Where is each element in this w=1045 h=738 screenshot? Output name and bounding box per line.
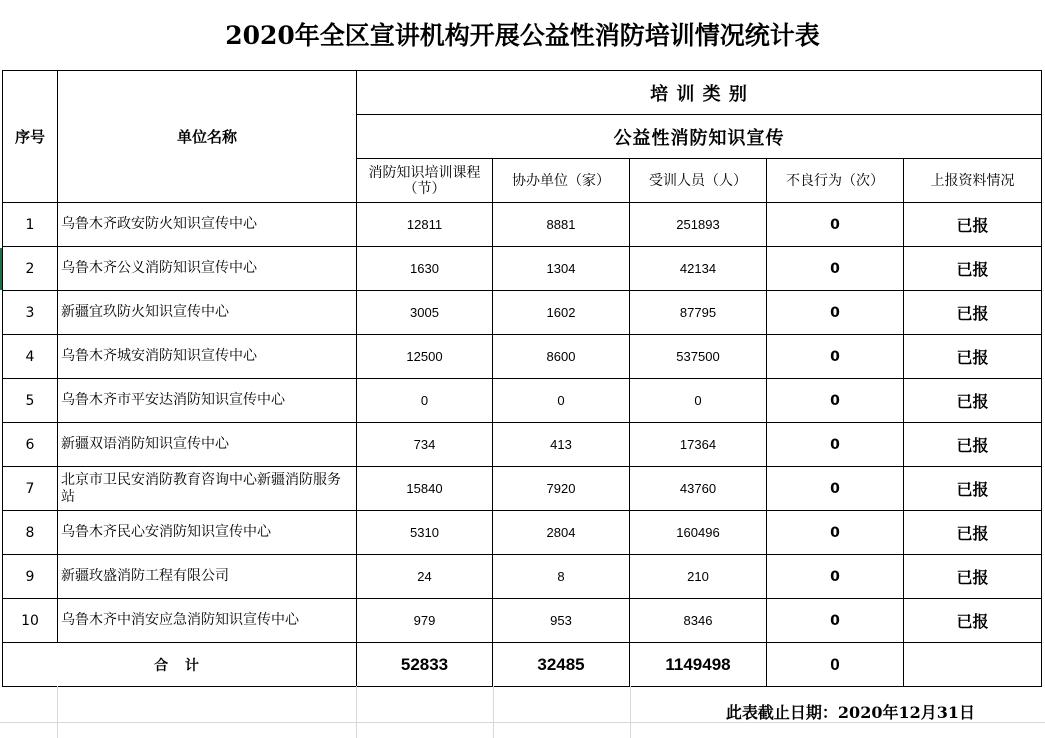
cell-trainees[interactable]: 537500 bbox=[630, 335, 767, 379]
cell-assist[interactable]: 1602 bbox=[493, 291, 630, 335]
page-title: 2020年全区宣讲机构开展公益性消防培训情况统计表 bbox=[225, 21, 820, 50]
table-row bbox=[3, 555, 1042, 599]
cell-assist[interactable]: 0 bbox=[493, 379, 630, 423]
header-unit[interactable]: 单位名称 bbox=[58, 71, 357, 203]
header-sub-category[interactable]: 公益性消防知识宣传 bbox=[357, 115, 1042, 159]
cell-courses[interactable]: 24 bbox=[357, 555, 493, 599]
header-category[interactable]: 培 训 类 别 bbox=[357, 71, 1042, 115]
cell-assist[interactable]: 8 bbox=[493, 555, 630, 599]
cell-assist[interactable]: 8600 bbox=[493, 335, 630, 379]
header-bad[interactable]: 不良行为（次） bbox=[767, 159, 904, 203]
header-report[interactable]: 上报资料情况 bbox=[904, 159, 1042, 203]
cell-bad[interactable]: 0 bbox=[767, 511, 904, 555]
cell-bad[interactable]: 0 bbox=[767, 203, 904, 247]
cell-unit[interactable]: 乌鲁木齐政安防火知识宣传中心 bbox=[58, 203, 357, 247]
cell-bad[interactable]: 0 bbox=[767, 467, 904, 511]
total-trainees[interactable]: 1149498 bbox=[630, 643, 767, 687]
cell-bad[interactable]: 0 bbox=[767, 335, 904, 379]
cell-courses[interactable]: 979 bbox=[357, 599, 493, 643]
cell-report[interactable]: 已报 bbox=[904, 291, 1042, 335]
cell-assist[interactable]: 953 bbox=[493, 599, 630, 643]
cell-seq[interactable]: 5 bbox=[3, 379, 58, 423]
cell-report[interactable]: 已报 bbox=[904, 467, 1042, 511]
cell-trainees[interactable]: 42134 bbox=[630, 247, 767, 291]
total-row bbox=[3, 643, 1042, 687]
cell-seq[interactable]: 1 bbox=[3, 203, 58, 247]
header-assist[interactable]: 协办单位（家） bbox=[493, 159, 630, 203]
cell-assist[interactable]: 7920 bbox=[493, 467, 630, 511]
cell-courses[interactable]: 3005 bbox=[357, 291, 493, 335]
cell-assist[interactable]: 8881 bbox=[493, 203, 630, 247]
table-row bbox=[3, 423, 1042, 467]
header-trainees[interactable]: 受训人员（人） bbox=[630, 159, 767, 203]
cell-trainees[interactable]: 160496 bbox=[630, 511, 767, 555]
cell-seq[interactable]: 9 bbox=[3, 555, 58, 599]
cell-report[interactable]: 已报 bbox=[904, 203, 1042, 247]
cell-report[interactable]: 已报 bbox=[904, 247, 1042, 291]
cell-trainees[interactable]: 8346 bbox=[630, 599, 767, 643]
total-courses[interactable]: 52833 bbox=[357, 643, 493, 687]
total-label[interactable]: 合 计 bbox=[3, 643, 357, 687]
cell-trainees[interactable]: 0 bbox=[630, 379, 767, 423]
cell-unit[interactable]: 乌鲁木齐中消安应急消防知识宣传中心 bbox=[58, 599, 357, 643]
cell-report[interactable]: 已报 bbox=[904, 555, 1042, 599]
cell-bad[interactable]: 0 bbox=[767, 423, 904, 467]
cell-bad[interactable]: 0 bbox=[767, 247, 904, 291]
cell-trainees[interactable]: 210 bbox=[630, 555, 767, 599]
cell-courses[interactable]: 12500 bbox=[357, 335, 493, 379]
total-bad[interactable]: 0 bbox=[767, 643, 904, 687]
cell-trainees[interactable]: 87795 bbox=[630, 291, 767, 335]
cell-trainees[interactable]: 43760 bbox=[630, 467, 767, 511]
total-report[interactable] bbox=[904, 643, 1042, 687]
cell-seq[interactable]: 7 bbox=[3, 467, 58, 511]
cell-unit[interactable]: 新疆宜玖防火知识宣传中心 bbox=[58, 291, 357, 335]
table-row bbox=[3, 599, 1042, 643]
cell-seq[interactable]: 8 bbox=[3, 511, 58, 555]
cell-unit[interactable]: 乌鲁木齐公义消防知识宣传中心 bbox=[58, 247, 357, 291]
cell-courses[interactable]: 12811 bbox=[357, 203, 493, 247]
header-courses[interactable]: 消防知识培训课程（节） bbox=[357, 159, 493, 203]
table-row bbox=[3, 379, 1042, 423]
table-row bbox=[3, 467, 1042, 511]
cell-bad[interactable]: 0 bbox=[767, 555, 904, 599]
cell-unit[interactable]: 新疆玫盛消防工程有限公司 bbox=[58, 555, 357, 599]
cell-report[interactable]: 已报 bbox=[904, 423, 1042, 467]
cell-unit[interactable]: 乌鲁木齐城安消防知识宣传中心 bbox=[58, 335, 357, 379]
cell-assist[interactable]: 1304 bbox=[493, 247, 630, 291]
cell-courses[interactable]: 15840 bbox=[357, 467, 493, 511]
cell-report[interactable]: 已报 bbox=[904, 511, 1042, 555]
cell-assist[interactable]: 2804 bbox=[493, 511, 630, 555]
cell-report[interactable]: 已报 bbox=[904, 335, 1042, 379]
cell-seq[interactable]: 6 bbox=[3, 423, 58, 467]
cell-report[interactable]: 已报 bbox=[904, 379, 1042, 423]
cell-bad[interactable]: 0 bbox=[767, 379, 904, 423]
table-row bbox=[3, 291, 1042, 335]
total-assist[interactable]: 32485 bbox=[493, 643, 630, 687]
cell-trainees[interactable]: 251893 bbox=[630, 203, 767, 247]
cell-seq[interactable]: 10 bbox=[3, 599, 58, 643]
table-row bbox=[3, 335, 1042, 379]
cell-unit[interactable]: 乌鲁木齐市平安达消防知识宣传中心 bbox=[58, 379, 357, 423]
statistics-table bbox=[2, 70, 1042, 687]
cutoff-date-note: 此表截止日期：2020年12月31日 bbox=[725, 703, 975, 722]
cell-courses[interactable]: 5310 bbox=[357, 511, 493, 555]
cell-courses[interactable]: 1630 bbox=[357, 247, 493, 291]
cell-seq[interactable]: 4 bbox=[3, 335, 58, 379]
cell-bad[interactable]: 0 bbox=[767, 291, 904, 335]
cell-trainees[interactable]: 17364 bbox=[630, 423, 767, 467]
table-row bbox=[3, 511, 1042, 555]
table-row bbox=[3, 247, 1042, 291]
cell-assist[interactable]: 413 bbox=[493, 423, 630, 467]
cell-report[interactable]: 已报 bbox=[904, 599, 1042, 643]
header-seq[interactable]: 序号 bbox=[3, 71, 58, 203]
cell-courses[interactable]: 0 bbox=[357, 379, 493, 423]
cell-courses[interactable]: 734 bbox=[357, 423, 493, 467]
cell-seq[interactable]: 2 bbox=[3, 247, 58, 291]
cell-unit[interactable]: 新疆双语消防知识宣传中心 bbox=[58, 423, 357, 467]
cell-bad[interactable]: 0 bbox=[767, 599, 904, 643]
cell-unit[interactable]: 乌鲁木齐民心安消防知识宣传中心 bbox=[58, 511, 357, 555]
cell-seq[interactable]: 3 bbox=[3, 291, 58, 335]
cell-unit[interactable]: 北京市卫民安消防教育咨询中心新疆消防服务站 bbox=[58, 467, 357, 511]
table-row bbox=[3, 203, 1042, 247]
